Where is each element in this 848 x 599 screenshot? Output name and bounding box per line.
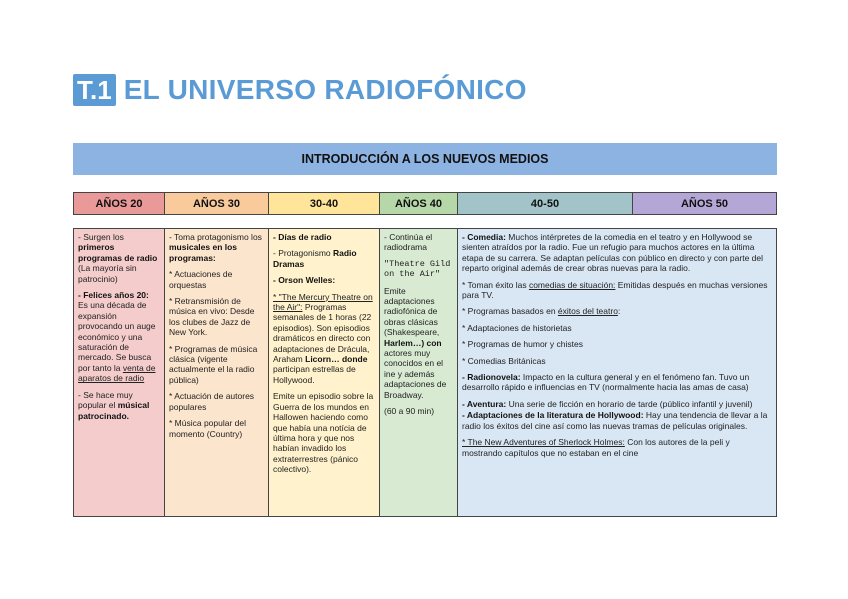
column-40-50 bbox=[457, 228, 777, 517]
list-item: - Surgen los primeros programas de radio (La mayoría sin patrocinio) bbox=[78, 232, 158, 284]
list-item: * "The Mercury Theatre on the Air": Programas semanales de 1 horas (22 episodios). Son episodios dramáticos en directo con adaptaciones de Drácula, Araham Licorn… donde participan estrellas de Hollywood. bbox=[273, 291, 373, 385]
header-anos-30: AÑOS 30 bbox=[164, 192, 269, 215]
list-item: - Aventura: Una serie de ficción en horario de tarde (público infantil y juvenil) bbox=[462, 398, 753, 409]
column-anos-20 bbox=[73, 228, 165, 517]
list-item: - Días de radio bbox=[273, 232, 332, 242]
header-anos-20: AÑOS 20 bbox=[73, 192, 165, 215]
list-item: * Programas de humor y chistes bbox=[462, 339, 583, 350]
list-item: "Theatre Gild on the Air" bbox=[384, 258, 451, 280]
column-anos-40 bbox=[379, 228, 458, 517]
column-30-40 bbox=[268, 228, 380, 517]
list-item: - Toma protagonismo los musicales en los programas: bbox=[169, 232, 262, 263]
list-item: - Protagonismo Radio Dramas bbox=[273, 248, 357, 269]
list-item: - Radionovela: Impacto en la cultura general y en el fenómeno fan. Tuvo un desarrollo rápido e influencias en TV (normalmente hacia las amas de casa) bbox=[462, 372, 750, 393]
header-30-40: 30-40 bbox=[268, 192, 380, 215]
list-item: - Orson Welles: bbox=[273, 275, 336, 286]
list-item: * Actuación de autores populares bbox=[169, 391, 255, 412]
list-item: - Continúa el radiodrama bbox=[384, 232, 433, 253]
unit-badge: T.1 bbox=[73, 74, 116, 106]
list-item: Emite un episodio sobre la Guerra de los mundos en Hallowen haciendo como que había una notícia de última hora y que nos habían invadido los extraterrestres (pánico colectivo). bbox=[273, 391, 374, 475]
list-item: - Comedia: Muchos intérpretes de la comedia en el teatro y en Hollywood se sienten atraídos por la radio. Fue un refugio para muchos actores en la última etapa de su carrera. Se adaptan películas con público en directo y con parte del reparto original además de crear obras nuevas para la radio. bbox=[462, 232, 763, 274]
column-anos-30 bbox=[164, 228, 269, 517]
list-item: - Adaptaciones de la literatura de Hollywood: Hay una tendencia de llevar a la radio los éxitos del cine así como las nuevas tramas de películas originales. bbox=[462, 410, 768, 431]
list-item: * The New Adventures of Sherlock Holmes: Con los autores de la peli y mostrando capítulos que no estaban en el cine bbox=[462, 437, 730, 458]
section-banner: INTRODUCCIÓN A LOS NUEVOS MEDIOS bbox=[73, 143, 777, 175]
list-item: * Programas de música clásica (vigente actualmente el la radio pública) bbox=[169, 343, 258, 385]
list-item: * Música popular del momento (Country) bbox=[169, 418, 247, 439]
list-item: * Toman éxito las comedias de situación: Emitidas después en muchas versiones para TV. bbox=[462, 279, 768, 301]
list-item: * Adaptaciones de historietas bbox=[462, 322, 572, 333]
list-item: (60 a 90 min) bbox=[384, 406, 435, 417]
header-anos-50: AÑOS 50 bbox=[632, 192, 777, 215]
header-anos-40: AÑOS 40 bbox=[379, 192, 458, 215]
header-40-50: 40-50 bbox=[457, 192, 633, 215]
page-title: EL UNIVERSO RADIOFÓNICO bbox=[123, 74, 527, 105]
list-item: * Programas basados en éxitos del teatro: bbox=[462, 306, 621, 317]
list-item: Emite adaptaciones radiofónica de obras clásicas (Shakespeare, Harlem…) con actores muy conocidos en el ine y además adaptaciones de Broadway. bbox=[384, 285, 447, 400]
list-item: * Retransmisión de música en vivo: Desde los clubes de Jazz de New York. bbox=[169, 296, 255, 338]
list-item: * Comedias Británicas bbox=[462, 355, 546, 366]
list-item: * Actuaciones de orquestas bbox=[169, 269, 233, 290]
list-item: - Felices años 20: Es una década de expansión provocando un auge económico y una saturación de mercado. Se busca por tanto la venta de aparatos de radio bbox=[78, 290, 156, 384]
page-header bbox=[73, 73, 527, 107]
list-item: - Se hace muy popular el músical patrocinado. bbox=[78, 389, 150, 421]
